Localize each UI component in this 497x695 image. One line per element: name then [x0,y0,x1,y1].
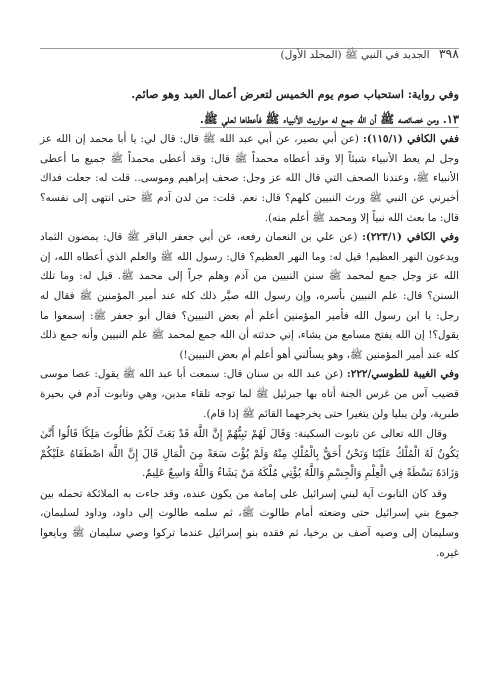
paragraph-closing: وقد كان التابوت آية لبني إسرائيل على إمامة من يكون عنده، وقد جاءت به الملائكة تحمله بين جموع بني إسرائيل حتى وضعته أمام طالوت ﷺ، ثم سلمه طالوت إلى داود، وداود لسليمان، وسليمان إلى وصيه آصف بن برخيا، ثم فقده بنو إسرائيل عندما تركوا وصي سليمان ﷺ وبايعوا غيره. [40,487,459,559]
quran-verse: وَقَالَ لَهُمْ نَبِيُّهُمْ إِنَّ اللَّهَ قَدْ بَعَثَ لَكُمْ طَالُوتَ مَلِكًا قَالُوا أَنَّىٰ يَكُونُ لَهُ الْمُلْكُ عَلَيْنَا وَنَحْنُ أَحَقُّ بِالْمُلْكِ مِنْهُ وَلَمْ يُؤْتَ سَعَةً مِنَ الْمَالِ قَالَ إِنَّ اللَّهَ اصْطَفَاهُ عَلَيْكُمْ وَزَادَهُ بَسْطَةً فِي الْعِلْمِ وَالْجِسْمِ وَاللَّهُ يُؤْتِي مُلْكَهُ مَنْ يَشَاءُ وَاللَّهُ وَاسِعٌ عَلِيمٌ [40,428,459,480]
source-citation: ففي الكافي (١١٥/١): [362,133,459,146]
paragraph-text: (عن أبي بصير، عن أبي عبد الله ﷺ قال: قال لي: يا أبا محمد إن الله عز وجل لم يعط الأنبياء شيئاً إلا وقد أعطاه محمداً ﷺ قال: وقد أعطى محمداً ﷺ جميع ما أعطى الأنبياء ﷺ، وعندنا الصحف التي قال الله عز وجل: صحف إبراهيم وموسى.. قلت له: جعلت فداك أخبرني عن النبي ﷺ ورث النبيين كلهم؟ قال: نعم. قلت: من لدن آدم ﷺ حتى انتهى إلى نفسه؟ قال: ما بعث الله نبياً إلا ومحمد ﷺ أعلم منه). [40,133,459,224]
section-heading: ١٣. ومن خصائصه ﷺ أن الله جمع له مواريث الأنبياء ﷺ فأعطاها لعلي ﷺ. [199,111,459,126]
paragraph-kafi-2 [40,228,459,365]
paragraph-quran [40,425,459,484]
running-title: الجديد في النبي ﷺ (المجلد الأول) [280,49,430,61]
lead-line: وفي رواية: استحباب صوم يوم الخميس لتعرض أعمال العبد وهو صائم. [131,87,459,101]
page-header [40,0,459,61]
paragraph-text: (عن عبد الله بن سنان قال: سمعت أبا عبد الله ﷺ يقول: عصا موسى قضيب آس من غرس الجنة أتاه بها جبرئيل ﷺ لما توجه تلقاء مدين، وهي وتابوت آدم في بحيرة طبرية، ولن يبليا ولن يتغيرا حتى يخرجهما القائم ﷺ إذا قام). [40,368,459,420]
paragraph-text: (عن علي بن النعمان رفعه، عن أبي جعفر الباقر ﷺ قال: يمصون الثماد ويدعون النهر العظيم! قيل له: وما النهر العظيم؟ قال: رسول الله ﷺ والعلم الذي أعطاه الله، إن الله عز وجل جمع لمحمد ﷺ سنن النبيين من آدم وهلم جراً إلى محمد ﷺ. قيل له: وما تلك السنن؟ قال: علم النبيين بأسره، وإن رسول الله صيَّر ذلك كله عند أمير المؤمنين ﷺ فقال له رجل: يا ابن رسول الله فأمير المؤمنين أعلم أم بعض النبيين؟ فقال أبو جعفر ﷺ: إسمعوا ما يقول؟! إن الله يفتح مسامع من يشاء، إني حدثته أن الله جمع لمحمد ﷺ علم النبيين وأنه جمع ذلك كله عند أمير المؤمنين ﷺ، وهو يسألني أهو أعلم أم بعض النبيين!) [40,231,459,361]
page-number: ٣٩٨ [438,46,459,61]
quran-intro: وقال الله تعالى عن تابوت السكينة: [290,428,447,441]
page-number-group [281,46,459,64]
paragraph-kafi-1 [40,130,459,228]
source-citation: وفي الغيبة للطوسي/٢٢٢: [346,368,459,381]
page-body [40,85,459,563]
source-citation: وفي الكافي (٢٢٣/١): [362,231,459,244]
quran-end: . [141,467,146,480]
paragraph-ghayba [40,365,459,424]
